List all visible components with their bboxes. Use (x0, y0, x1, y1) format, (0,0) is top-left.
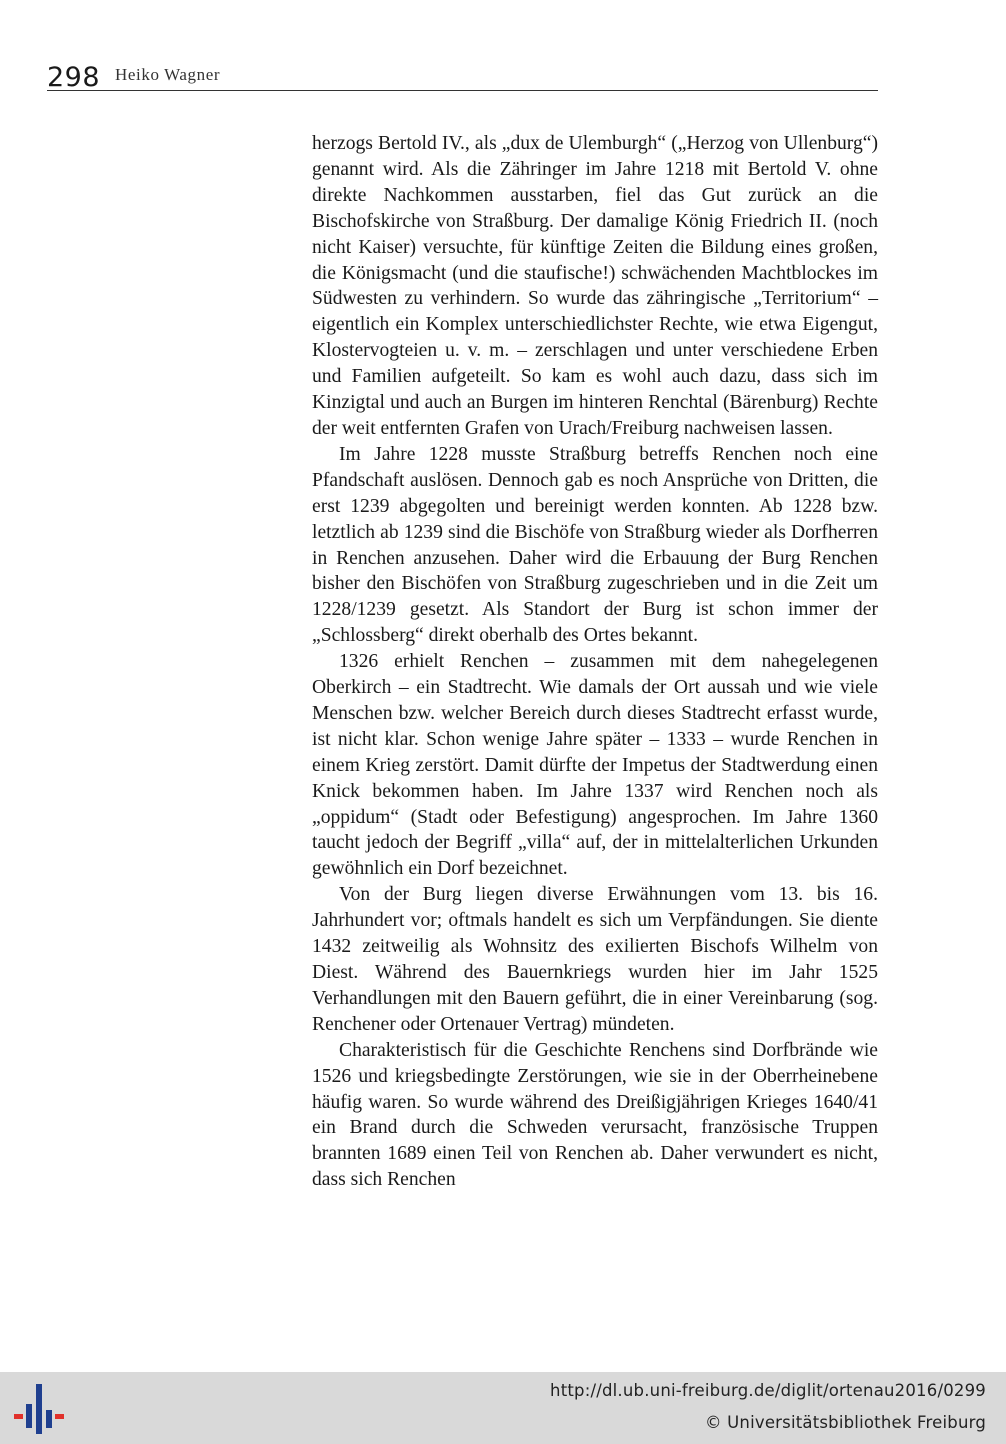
page-header (47, 60, 878, 91)
copyright-notice: © Universitätsbibliothek Freiburg (704, 1413, 986, 1432)
digital-library-link[interactable]: http://dl.ub.uni-freiburg.de/diglit/ortenau2016/0299 (550, 1381, 986, 1400)
running-head-author: Heiko Wagner (115, 65, 221, 84)
paragraph: herzogs Bertold IV., als „dux de Ulemburgh“ („Herzog von Ullenburg“) genannt wird. Als die Zähringer im Jahre 1218 mit Bertold V. ohne direkte Nachkommen ausstarben, fiel das Gut zurück an die Bischofskirche von Straßburg. Der damalige König Friedrich II. (noch nicht Kaiser) versuchte, für künftige Zeiten die Bildung eines großen, die Königsmacht (und die staufische!) schwächenden Machtblockes im Südwesten zu verhindern. So wurde das zähringische „Territorium“ – eigentlich ein Komplex unterschiedlichster Rechte, wie etwa Eigengut, Klostervogteien u. v. m. – zerschlagen und unter verschiedene Erben und Familien aufgeteilt. So kam es wohl auch dazu, dass sich im Kinzigtal und auch an Burgen im hinteren Renchtal (Bärenburg) Rechte der weit entfernten Grafen von Urach/Freiburg nachweisen lassen. (312, 133, 878, 439)
paragraph: Von der Burg liegen diverse Erwähnungen vom 13. bis 16. Jahrhundert vor; oftmals handelt es sich um Verpfändungen. Sie diente 1432 zeitweilig als Wohnsitz des exilierten Bischofs Wilhelm von Diest. Während des Bauernkriegs wurden hier im Jahr 1525 Verhandlungen mit den Bauern geführt, die in einer Vereinbarung (sog. Renchener oder Ortenauer Vertrag) mündeten. (312, 884, 878, 1035)
page-number: 298 (47, 62, 101, 93)
body-text (312, 131, 878, 1193)
paragraph: Charakteristisch für die Geschichte Renchens sind Dorfbrände wie 1526 und kriegsbedingte Zerstörungen, wie sie in der Oberrheinebene häufig waren. So wurde während des Dreißigjährigen Krieges 1640/41 ein Brand durch die Schweden verursacht, französische Truppen brannten 1689 einen Teil von Renchen ab. Daher verwundert es nicht, dass sich Renchen (312, 1039, 878, 1191)
paragraph: Im Jahre 1228 musste Straßburg betreffs Renchen noch eine Pfandschaft auslösen. Dennoch gab es noch Ansprüche von Dritten, die erst 1239 abgegolten und bereinigt werden konnten. Ab 1228 bzw. letztlich ab 1239 sind die Bischöfe von Straßburg wieder als Dorfherren in Renchen anzusehen. Daher wird die Erbauung der Burg Renchen bisher den Bischöfen von Straßburg zugeschrieben und in die Zeit um 1228/1239 gesetzt. Als Standort der Burg ist schon immer der „Schlossberg“ direkt oberhalb des Ortes bekannt. (312, 443, 878, 647)
ub-freiburg-logo-icon (14, 1384, 64, 1434)
paragraph: 1326 erhielt Renchen – zusammen mit dem nahegelegenen Oberkirch – ein Stadtrecht. Wie damals der Ort aussah und wie viele Menschen bzw. welcher Bereich durch dieses Stadtrecht erfasst wurde, ist nicht klar. Schon wenige Jahre später – 1333 – wurde Renchen in einem Krieg zerstört. Damit dürfte der Impetus der Stadtwerdung einen Knick bekommen haben. Im Jahre 1337 wird Renchen noch als „oppidum“ (Stadt oder Befestigung) angesprochen. Im Jahre 1360 taucht jedoch der Begriff „villa“ auf, der in mittelalterlichen Urkunden gewöhnlich ein Dorf bezeichnet. (312, 651, 878, 880)
footer-bar (0, 1372, 1006, 1444)
